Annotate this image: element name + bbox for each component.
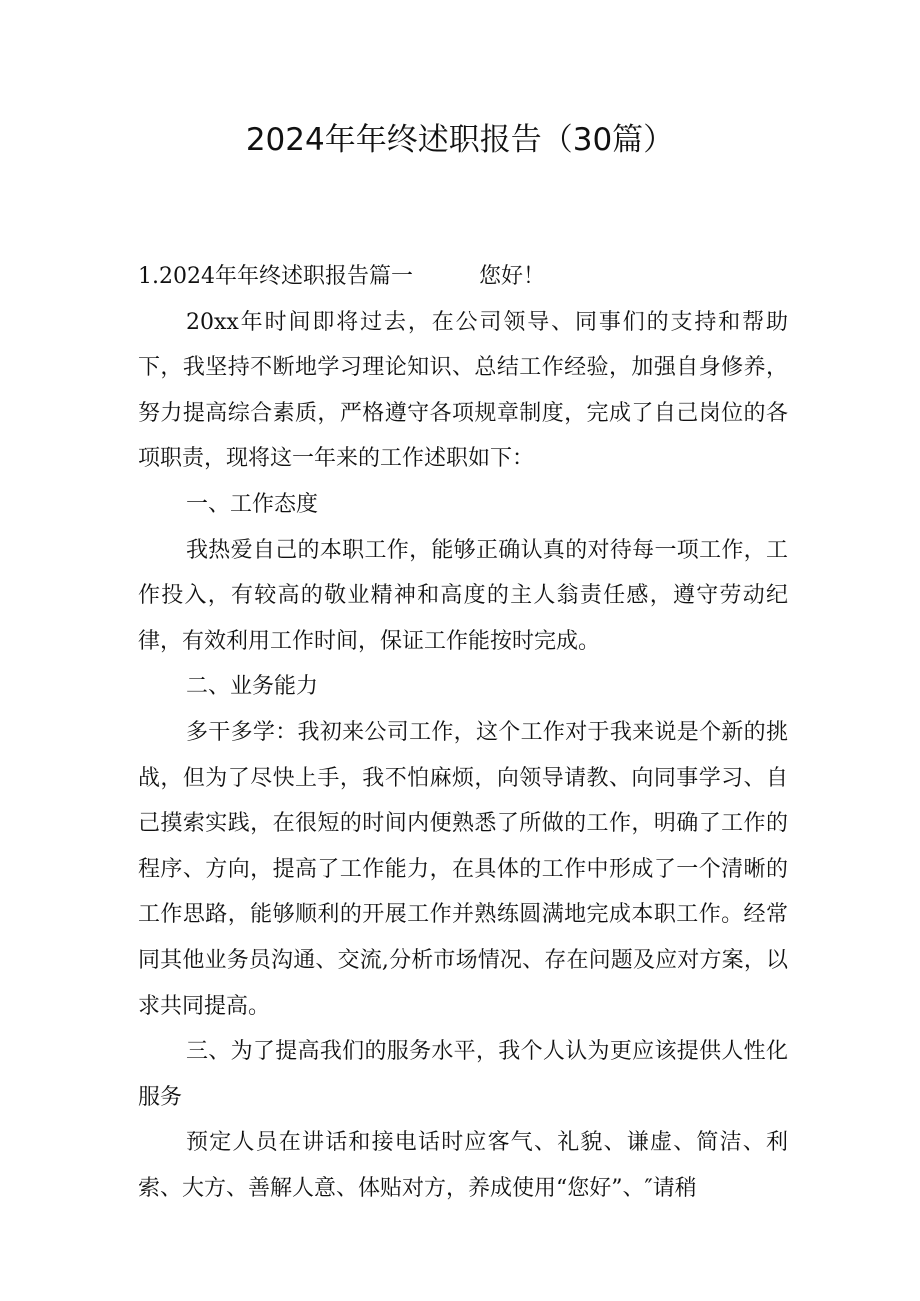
paragraph-intro: 20xx年时间即将过去，在公司领导、同事们的支持和帮助下，我坚持不断地学习理论知识、总结工作经验，加强自身修养，努力提高综合素质，严格遵守各项规章制度，完成了自己岗位的各项职责，现将这一年来的工作述职如下： (138, 309, 788, 472)
paragraph-service: 预定人员在讲话和接电话时应客气、礼貌、谦虚、简洁、利索、大方、善解人意、体贴对方，养成使用“您好”、″请稍 (138, 1130, 788, 1201)
heading-line (138, 254, 788, 300)
section-heading-ability: 二、业务能力 (186, 674, 319, 700)
section-heading: 1.2024年年终述职报告篇一 (138, 264, 413, 289)
greeting: 您好！ (478, 264, 545, 289)
section-heading-attitude: 一、工作态度 (186, 491, 319, 517)
paragraph-ability: 多干多学：我初来公司工作，这个工作对于我来说是个新的挑战，但为了尽快上手，我不怕麻烦，向领导请教、向同事学习、自己摸索实践，在很短的时间内便熟悉了所做的工作，明确了工作的程序、方向，提高了工作能力，在具体的工作中形成了一个清晰的工作思路，能够顺利的开展工作并熟练圆满地完成本职工作。经常同其他业务员沟通、交流,分析市场情况、存在问题及应对方案，以求共同提高。 (138, 719, 788, 1019)
section-heading-service: 三、为了提高我们的服务水平，我个人认为更应该提供人性化服务 (138, 1039, 788, 1110)
paragraph-attitude: 我热爱自己的本职工作，能够正确认真的对待每一项工作，工作投入，有较高的敬业精神和高度的主人翁责任感，遵守劳动纪律，有效利用工作时间，保证工作能按时完成。 (138, 537, 788, 654)
document-body (138, 254, 788, 1211)
document-title: 2024年年终述职报告（30篇） (245, 122, 675, 158)
